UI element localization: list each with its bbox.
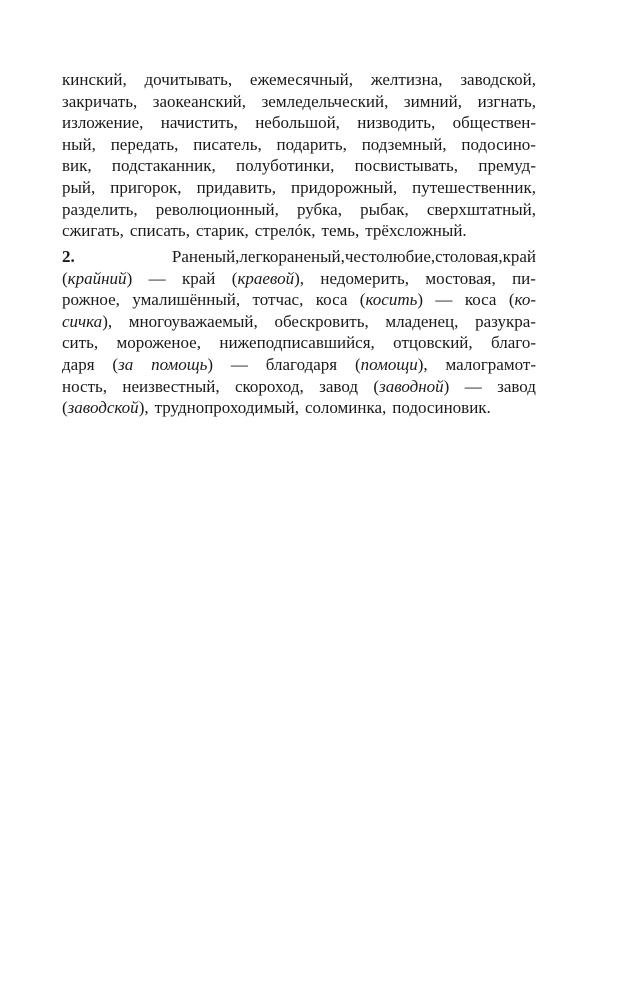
text-line: [62, 220, 536, 242]
word: трёхсложный.: [365, 221, 467, 241]
word: коса: [315, 290, 348, 310]
word: изложение,: [62, 113, 144, 133]
word: подстаканник,: [111, 156, 216, 176]
word: старик,: [195, 221, 249, 241]
word: желтизна,: [370, 70, 443, 89]
word: пи-: [512, 268, 536, 288]
word: коса: [464, 290, 497, 310]
word: многоуважаемый,: [128, 311, 258, 331]
text-line: [62, 155, 536, 177]
text-line: [62, 311, 536, 333]
word: небольшой,: [255, 113, 340, 133]
word: революционный,: [155, 199, 279, 219]
word: списать,: [129, 221, 190, 241]
text-line: [62, 376, 536, 398]
word: ежемесячный,: [249, 70, 354, 89]
word: дочитывать,: [144, 70, 233, 89]
word: кинский,: [62, 70, 127, 89]
word: помощь): [151, 354, 214, 374]
word: край: [181, 268, 216, 288]
word: рыбак,: [360, 199, 409, 219]
word: передать,: [110, 134, 179, 154]
word: сичка),: [62, 311, 113, 331]
word: заводской,: [460, 70, 536, 89]
word: сверхштатный,: [426, 199, 536, 219]
text-line: [62, 112, 536, 134]
text-line: [62, 246, 536, 268]
word: недомерить,: [320, 268, 409, 288]
word: сжигать,: [62, 221, 124, 241]
word: разделить,: [62, 199, 138, 219]
word: (заводской),: [62, 398, 149, 418]
word: умалишённый,: [132, 290, 241, 310]
word: рубка,: [296, 199, 342, 219]
word: ный,: [62, 134, 96, 154]
word: даря: [62, 354, 95, 374]
text-line: [62, 199, 536, 221]
word: низводить,: [357, 113, 436, 133]
word: разукра-: [475, 311, 536, 331]
word: стрелóк,: [254, 221, 316, 241]
text-line: [62, 397, 536, 419]
word: —: [230, 354, 248, 374]
word: благо-: [491, 333, 536, 353]
word: подарить,: [276, 134, 347, 154]
text-line: [62, 289, 536, 311]
word: (крайний): [62, 268, 133, 288]
word: полуботинки,: [236, 156, 335, 176]
word: подосиновик.: [392, 398, 491, 418]
word: земледельческий,: [261, 91, 389, 111]
word: (за: [112, 354, 134, 374]
word: (ко-: [508, 290, 536, 310]
word: нижеподписавшийся,: [219, 333, 375, 353]
text-line: [62, 332, 536, 354]
word: малограмот-: [445, 354, 536, 374]
word: рожное,: [62, 290, 120, 310]
word: завод: [497, 376, 536, 396]
word: изгнать,: [477, 91, 536, 111]
word: подосино-: [461, 134, 536, 154]
word: подземный,: [361, 134, 447, 154]
word: (помощи),: [355, 354, 428, 374]
text-line: [62, 91, 536, 113]
text-line: [62, 268, 536, 290]
word: благодаря: [265, 354, 338, 374]
word: скороход,: [234, 376, 304, 396]
word: премуд-: [478, 156, 536, 176]
exercise-1-continuation: [62, 69, 536, 242]
word: путешественник,: [412, 177, 536, 197]
word: темь,: [321, 221, 360, 241]
exercise-2: [62, 246, 536, 419]
text-line: [62, 134, 536, 156]
word: рый,: [62, 177, 96, 197]
word: (косить): [359, 290, 424, 310]
text-line: [62, 177, 536, 199]
text-line: [62, 69, 536, 91]
word: —: [464, 376, 482, 396]
word: зимний,: [403, 91, 463, 111]
word: сить,: [62, 333, 99, 353]
word: соломинка,: [305, 398, 387, 418]
word: младенец,: [385, 311, 459, 331]
word: писатель,: [193, 134, 262, 154]
word: ность,: [62, 376, 107, 396]
word: пригорок,: [110, 177, 182, 197]
word: закричать,: [62, 91, 138, 111]
word: мостовая,: [425, 268, 496, 288]
word: заокеанский,: [152, 91, 247, 111]
word: Раненый,легкораненый,честолюбие,столовая,край: [171, 247, 536, 266]
word: (заводной): [373, 376, 450, 396]
word: придавить,: [196, 177, 277, 197]
word: тотчас,: [252, 290, 304, 310]
word: начистить,: [160, 113, 238, 133]
word: посвистывать,: [354, 156, 459, 176]
exercise-number: 2.: [62, 247, 75, 266]
word: придорожный,: [291, 177, 398, 197]
word: обществен-: [452, 113, 536, 133]
word: завод: [319, 376, 358, 396]
word: отцовский,: [393, 333, 473, 353]
word: неизвестный,: [122, 376, 220, 396]
word: обескровить,: [274, 311, 369, 331]
text-line: [62, 354, 536, 376]
word: мороженое,: [116, 333, 201, 353]
word: —: [148, 268, 166, 288]
word: (краевой),: [231, 268, 305, 288]
word: вик,: [62, 156, 92, 176]
word: труднопроходимый,: [154, 398, 300, 418]
word: —: [435, 290, 453, 310]
